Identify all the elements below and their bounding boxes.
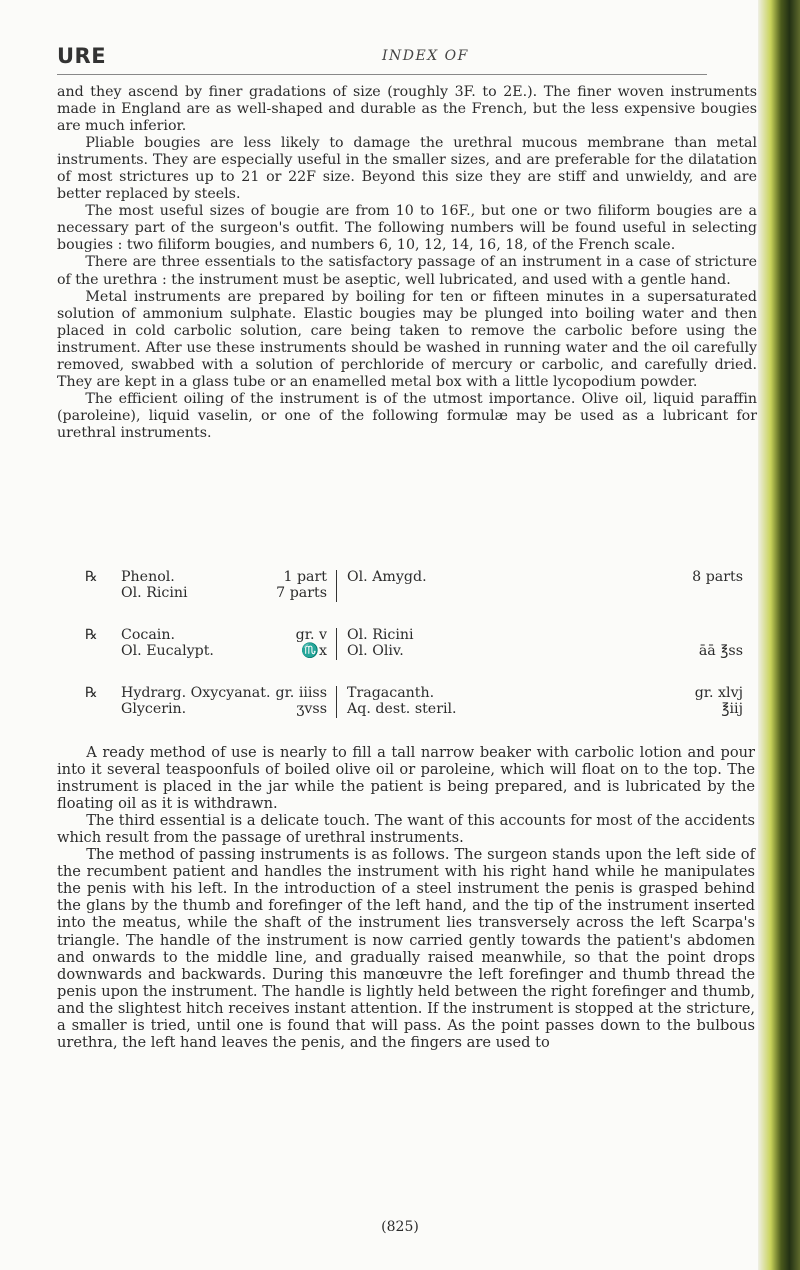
paragraph: The efficient oiling of the instrument is of the utmost importance. Olive oil, liquid paraffin (paroleine), liquid vaselin, or one of the following formulæ may be used as a lubricant for urethral instruments.: [57, 390, 757, 441]
ingredient: Ol. Ricini: [121, 585, 188, 601]
running-head-keyword: URE: [57, 44, 107, 68]
body-text-bottom: [57, 744, 755, 1051]
recipe-symbol: ℞: [85, 685, 98, 701]
paragraph: Pliable bougies are less likely to damage the urethral mucous membrane than metal instruments. They are especially useful in the smaller sizes, and are preferable for the dilatation of most strictures up to 21 or 22F size. Beyond this size they are stiff and unwieldy, and are better replaced by steels.: [57, 135, 757, 203]
formula-2: [57, 628, 755, 662]
paragraph: There are three essentials to the satisfactory passage of an instrument in a case of stricture of the urethra : the instrument must be aseptic, well lubricated, and used with a gentle hand.: [57, 254, 757, 288]
divider: [336, 628, 337, 660]
paragraph: A ready method of use is nearly to fill a tall narrow beaker with carbolic lotion and pour into it several teaspoonfuls of boiled olive oil or paroleine, which will float on to the top. The instrument is placed in the jar while the patient is being prepared, and is lubricated by the floating oil as it is withdrawn.: [57, 744, 755, 813]
quantity: ℥iij: [721, 701, 743, 717]
formula-1: [57, 570, 755, 604]
ingredient: Ol. Eucalypt.: [121, 643, 214, 659]
ingredient: Tragacanth.: [347, 685, 435, 701]
quantity: 8 parts: [692, 569, 743, 585]
recipe-symbol: ℞: [85, 569, 98, 585]
page-number: (825): [381, 1219, 419, 1235]
quantity: gr. iiiss: [275, 685, 327, 701]
running-head-title: INDEX OF: [382, 48, 469, 64]
quantity: āā ℥ss: [698, 643, 743, 659]
header-rule: [57, 74, 707, 75]
paragraph: and they ascend by finer gradations of size (roughly 3F. to 2E.). The finer woven instruments made in England are as well-shaped and durable as the French, but the less expensive bougies are much inferior.: [57, 84, 757, 135]
quantity: 7 parts: [276, 585, 327, 601]
paragraph: The third essential is a delicate touch. The want of this accounts for most of the accidents which result from the passage of urethral instruments.: [57, 812, 755, 847]
quantity: ʒvss: [296, 701, 327, 717]
divider: [336, 570, 337, 602]
paragraph: The most useful sizes of bougie are from 10 to 16F., but one or two filiform bougies are a necessary part of the surgeon's outfit. The following numbers will be found useful in selecting bougies : two filiform bougies, and numbers 6, 10, 12, 14, 16, 18, of the French scale.: [57, 203, 757, 254]
divider: [336, 686, 337, 718]
ingredient: Aq. dest. steril.: [347, 701, 457, 717]
ingredient: Cocain.: [121, 627, 175, 643]
quantity: gr. xlvj: [694, 685, 743, 701]
ingredient: Ol. Ricini: [347, 627, 414, 643]
ingredient: Hydrarg. Oxycyanat.: [121, 685, 271, 701]
ingredient: Ol. Amygd.: [347, 569, 427, 585]
formula-3: [57, 686, 755, 720]
page-edge-shadow: [758, 0, 800, 1270]
quantity: gr. v: [295, 627, 327, 643]
ingredient: Phenol.: [121, 569, 175, 585]
ingredient: Glycerin.: [121, 701, 187, 717]
quantity: 1 part: [283, 569, 327, 585]
recipe-symbol: ℞: [85, 627, 98, 643]
quantity: ♏x: [301, 643, 327, 659]
paragraph: Metal instruments are prepared by boiling for ten or fifteen minutes in a supersaturated solution of ammonium sulphate. Elastic bougies may be plunged into boiling water and then placed in cold carbolic solution, care being taken to remove the carbolic before using the instrument. After use these instruments should be washed in running water and the oil carefully removed, swabbed with a solution of perchloride of mercury or carbolic, and carefully dried. They are kept in a glass tube or an enamelled metal box with a little lycopodium powder.: [57, 288, 757, 390]
body-text-top: [57, 84, 757, 442]
paragraph: The method of passing instruments is as follows. The surgeon stands upon the left side of the recumbent patient and handles the instrument with his right hand while he manipulates the penis with his left. In the introduction of a steel instrument the penis is grasped behind the glans by the thumb and forefinger of the left hand, and the tip of the instrument inserted into the meatus, while the shaft of the instrument lies transversely across the left Scarpa's triangle. The handle of the instrument is now carried gently towards the patient's abdomen and onwards to the middle line, and gradually raised meanwhile, so that the point drops downwards and backwards. During this manœuvre the left forefinger and thumb thread the penis upon the instrument. The handle is lightly held between the right forefinger and thumb, and the slightest hitch receives instant attention. If the instrument is stopped at the stricture, a smaller is tried, until one is found that will pass. As the point passes down to the bulbous urethra, the left hand leaves the penis, and the fingers are used to: [57, 846, 755, 1051]
ingredient: Ol. Oliv.: [347, 643, 404, 659]
